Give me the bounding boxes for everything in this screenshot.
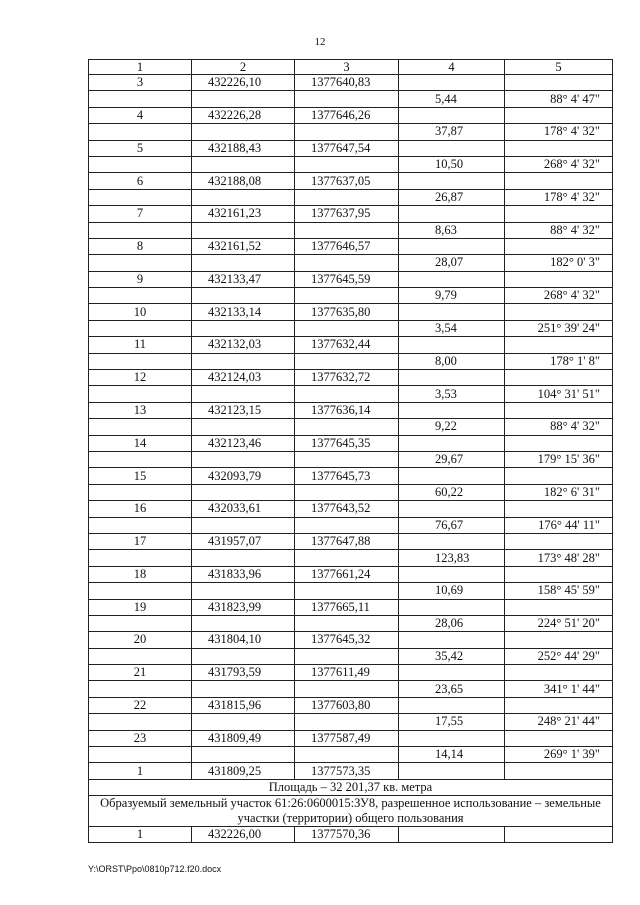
table-row	[89, 91, 613, 107]
table-row	[89, 648, 613, 664]
table-cell	[505, 140, 613, 156]
table-row	[89, 222, 613, 238]
table-cell	[399, 402, 505, 418]
table-cell: 88° 4' 47"	[505, 91, 613, 107]
table-cell: 20	[89, 632, 192, 648]
table-cell: 1377632,72	[295, 370, 399, 386]
table-cell	[89, 353, 192, 369]
table-cell	[192, 747, 295, 763]
table-cell	[89, 386, 192, 402]
table-cell: 432133,14	[192, 304, 295, 320]
table-row	[89, 681, 613, 697]
table-row	[89, 826, 613, 842]
table-cell	[295, 189, 399, 205]
table-cell: 178° 4' 32"	[505, 189, 613, 205]
table-cell	[399, 75, 505, 91]
table-cell: 1377647,54	[295, 140, 399, 156]
table-cell	[192, 484, 295, 500]
table-row	[89, 320, 613, 336]
table-cell: 432226,28	[192, 107, 295, 123]
table-cell	[192, 419, 295, 435]
table-row	[89, 763, 613, 779]
table-row	[89, 566, 613, 582]
table-row	[89, 615, 613, 631]
table-row	[89, 632, 613, 648]
table-cell	[295, 484, 399, 500]
table-cell: 16	[89, 501, 192, 517]
table-cell: 268° 4' 32"	[505, 156, 613, 172]
table-cell	[295, 320, 399, 336]
table-cell: 35,42	[399, 648, 505, 664]
table-cell	[505, 632, 613, 648]
table-cell	[399, 304, 505, 320]
table-cell	[89, 451, 192, 467]
table-cell	[192, 583, 295, 599]
table-row	[89, 271, 613, 287]
table-cell: 23	[89, 730, 192, 746]
table-cell	[192, 288, 295, 304]
table-cell: 158° 45' 59"	[505, 583, 613, 599]
table-cell	[295, 747, 399, 763]
table-cell: 178° 4' 32"	[505, 124, 613, 140]
table-row	[89, 140, 613, 156]
table-cell	[505, 501, 613, 517]
header-cell: 4	[399, 60, 505, 75]
table-cell	[505, 402, 613, 418]
table-cell: 1377632,44	[295, 337, 399, 353]
table-row	[89, 501, 613, 517]
table-cell	[399, 566, 505, 582]
table-cell	[295, 714, 399, 730]
table-cell: 1377637,95	[295, 206, 399, 222]
table-row	[89, 288, 613, 304]
table-cell: 26,87	[399, 189, 505, 205]
table-row	[89, 189, 613, 205]
table-cell: 431823,99	[192, 599, 295, 615]
table-cell: 251° 39' 24"	[505, 320, 613, 336]
table-cell: 60,22	[399, 484, 505, 500]
table-cell: 8	[89, 238, 192, 254]
table-cell: 1377665,11	[295, 599, 399, 615]
table-cell	[192, 156, 295, 172]
page-number: 12	[314, 36, 326, 48]
table-cell	[89, 714, 192, 730]
table-cell	[295, 550, 399, 566]
table-cell	[399, 107, 505, 123]
table-cell: 14,14	[399, 747, 505, 763]
table-cell	[89, 648, 192, 664]
table-cell	[399, 435, 505, 451]
table-cell	[295, 517, 399, 533]
table-cell	[192, 451, 295, 467]
table-cell: 15	[89, 468, 192, 484]
table-cell	[89, 484, 192, 500]
header-cell: 1	[89, 60, 192, 75]
table-cell	[295, 583, 399, 599]
table-cell: 1377645,35	[295, 435, 399, 451]
table-cell	[295, 353, 399, 369]
table-cell	[89, 747, 192, 763]
table-cell: 432161,23	[192, 206, 295, 222]
table-cell	[399, 206, 505, 222]
parcel-description: Образуемый земельный участок 61:26:0600015:ЗУ8, разрешенное использование – земельные участки (территории) общего пользования	[89, 795, 613, 826]
table-cell	[505, 238, 613, 254]
table-row	[89, 484, 613, 500]
table-row	[89, 451, 613, 467]
table-row	[89, 206, 613, 222]
table-cell: 432123,15	[192, 402, 295, 418]
table-cell: 76,67	[399, 517, 505, 533]
table-cell: 28,07	[399, 255, 505, 271]
table-row	[89, 517, 613, 533]
table-cell	[192, 189, 295, 205]
table-cell: 17	[89, 533, 192, 549]
table-cell: 18	[89, 566, 192, 582]
table-row	[89, 550, 613, 566]
table-cell	[192, 615, 295, 631]
table-cell: 8,00	[399, 353, 505, 369]
table-cell: 248° 21' 44"	[505, 714, 613, 730]
table-cell: 1377635,80	[295, 304, 399, 320]
table-cell: 104° 31' 51"	[505, 386, 613, 402]
table-cell: 432161,52	[192, 238, 295, 254]
table-cell	[295, 222, 399, 238]
table-cell	[295, 386, 399, 402]
table-cell: 432033,61	[192, 501, 295, 517]
table-cell	[505, 75, 613, 91]
table-cell: 176° 44' 11"	[505, 517, 613, 533]
table-cell: 341° 1' 44"	[505, 681, 613, 697]
table-cell: 5	[89, 140, 192, 156]
table-cell: 22	[89, 697, 192, 713]
table-cell	[399, 271, 505, 287]
table-cell	[192, 386, 295, 402]
table-cell: 21	[89, 665, 192, 681]
table-cell: 224° 51' 20"	[505, 615, 613, 631]
table-cell: 1377573,35	[295, 763, 399, 779]
table-cell: 37,87	[399, 124, 505, 140]
table-row	[89, 747, 613, 763]
table-cell	[399, 599, 505, 615]
table-cell: 1377646,57	[295, 238, 399, 254]
table-cell	[89, 320, 192, 336]
table-cell	[399, 370, 505, 386]
table-row	[89, 402, 613, 418]
table-cell: 1377637,05	[295, 173, 399, 189]
table-row	[89, 337, 613, 353]
table-cell	[505, 665, 613, 681]
table-cell	[192, 320, 295, 336]
table-cell: 9,79	[399, 288, 505, 304]
table-cell: 432093,79	[192, 468, 295, 484]
table-cell: 12	[89, 370, 192, 386]
table-cell	[505, 599, 613, 615]
table-cell	[399, 697, 505, 713]
table-cell	[505, 468, 613, 484]
table-row	[89, 533, 613, 549]
table-cell: 29,67	[399, 451, 505, 467]
table-cell: 3,54	[399, 320, 505, 336]
table-cell	[399, 763, 505, 779]
table-cell: 6	[89, 173, 192, 189]
table-cell: 28,06	[399, 615, 505, 631]
table-row	[89, 468, 613, 484]
table-cell: 9,22	[399, 419, 505, 435]
table-cell: 431809,25	[192, 763, 295, 779]
table-cell: 23,65	[399, 681, 505, 697]
table-cell	[89, 517, 192, 533]
table-cell	[399, 238, 505, 254]
table-cell	[192, 91, 295, 107]
table-cell: 10,69	[399, 583, 505, 599]
table-cell: 1377611,49	[295, 665, 399, 681]
table-cell: 431804,10	[192, 632, 295, 648]
table-cell: 1377661,24	[295, 566, 399, 582]
table-row	[89, 583, 613, 599]
table-cell	[89, 189, 192, 205]
table-cell	[399, 632, 505, 648]
table-cell	[399, 826, 505, 842]
table-cell	[295, 681, 399, 697]
area-summary: Площадь – 32 201,37 кв. метра	[89, 779, 613, 795]
table-cell: 13	[89, 402, 192, 418]
table-cell	[89, 124, 192, 140]
table-cell: 268° 4' 32"	[505, 288, 613, 304]
table-row	[89, 419, 613, 435]
table-cell: 10,50	[399, 156, 505, 172]
table-cell: 432124,03	[192, 370, 295, 386]
table-cell: 432132,03	[192, 337, 295, 353]
table-cell	[399, 337, 505, 353]
table-cell	[89, 156, 192, 172]
table-cell	[505, 826, 613, 842]
table-cell: 182° 6' 31"	[505, 484, 613, 500]
table-row	[89, 173, 613, 189]
table-cell: 123,83	[399, 550, 505, 566]
table-cell	[89, 91, 192, 107]
table-cell: 1377645,59	[295, 271, 399, 287]
table-cell: 11	[89, 337, 192, 353]
table-row	[89, 238, 613, 254]
table-cell	[295, 288, 399, 304]
table-cell	[192, 255, 295, 271]
table-cell: 269° 1' 39"	[505, 747, 613, 763]
table-row	[89, 304, 613, 320]
table-cell	[399, 501, 505, 517]
table-cell: 7	[89, 206, 192, 222]
table-cell: 4	[89, 107, 192, 123]
table-cell: 1377645,32	[295, 632, 399, 648]
table-cell	[192, 714, 295, 730]
table-cell	[399, 468, 505, 484]
table-cell	[505, 435, 613, 451]
table-cell: 8,63	[399, 222, 505, 238]
area-summary-row	[89, 779, 613, 795]
table-cell	[89, 615, 192, 631]
table-cell	[505, 107, 613, 123]
table-cell	[89, 419, 192, 435]
header-cell: 3	[295, 60, 399, 75]
table-cell: 432188,08	[192, 173, 295, 189]
table-cell	[192, 222, 295, 238]
table-row	[89, 665, 613, 681]
table-cell	[295, 124, 399, 140]
table-cell: 1377570,36	[295, 826, 399, 842]
table-cell: 178° 1' 8"	[505, 353, 613, 369]
table-cell	[89, 583, 192, 599]
parcel-description-row	[89, 795, 613, 826]
table-cell: 431833,96	[192, 566, 295, 582]
table-header-row	[89, 60, 613, 75]
table-cell: 431809,49	[192, 730, 295, 746]
table-cell: 1	[89, 763, 192, 779]
table-cell: 1377643,52	[295, 501, 399, 517]
table-row	[89, 353, 613, 369]
table-row	[89, 714, 613, 730]
table-cell: 173° 48' 28"	[505, 550, 613, 566]
table-cell	[505, 533, 613, 549]
table-row	[89, 156, 613, 172]
table-cell	[192, 517, 295, 533]
table-row	[89, 386, 613, 402]
table-cell: 1377603,80	[295, 697, 399, 713]
table-cell: 431815,96	[192, 697, 295, 713]
table-cell	[192, 124, 295, 140]
table-cell: 432188,43	[192, 140, 295, 156]
table-cell: 1377587,49	[295, 730, 399, 746]
table-row	[89, 124, 613, 140]
table-row	[89, 599, 613, 615]
table-cell	[89, 550, 192, 566]
table-cell	[399, 730, 505, 746]
table-cell	[505, 730, 613, 746]
table-cell: 432133,47	[192, 271, 295, 287]
table-cell	[505, 271, 613, 287]
coordinates-table	[88, 59, 613, 843]
table-cell: 9	[89, 271, 192, 287]
header-cell: 5	[505, 60, 613, 75]
table-row	[89, 697, 613, 713]
table-row	[89, 730, 613, 746]
table-cell	[295, 419, 399, 435]
table-cell	[295, 255, 399, 271]
table-cell: 5,44	[399, 91, 505, 107]
table-cell	[505, 337, 613, 353]
table-cell	[192, 648, 295, 664]
table-cell	[295, 648, 399, 664]
table-cell	[505, 370, 613, 386]
table-cell: 88° 4' 32"	[505, 222, 613, 238]
table-cell: 431957,07	[192, 533, 295, 549]
table-cell: 1	[89, 826, 192, 842]
table-cell: 3	[89, 75, 192, 91]
table-cell	[295, 91, 399, 107]
table-cell	[399, 533, 505, 549]
table-cell: 1377640,83	[295, 75, 399, 91]
table-cell	[89, 288, 192, 304]
table-cell	[89, 255, 192, 271]
table-cell	[295, 615, 399, 631]
table-cell: 431793,59	[192, 665, 295, 681]
table-row	[89, 435, 613, 451]
table-cell: 252° 44' 29"	[505, 648, 613, 664]
table-cell: 14	[89, 435, 192, 451]
table-cell	[505, 697, 613, 713]
table-cell: 432226,00	[192, 826, 295, 842]
table-row	[89, 107, 613, 123]
table-cell	[295, 451, 399, 467]
table-cell	[505, 304, 613, 320]
table-cell: 179° 15' 36"	[505, 451, 613, 467]
table-cell	[192, 681, 295, 697]
table-cell: 1377645,73	[295, 468, 399, 484]
table-cell	[192, 353, 295, 369]
table-cell: 17,55	[399, 714, 505, 730]
table-cell: 10	[89, 304, 192, 320]
table-cell: 3,53	[399, 386, 505, 402]
table-cell: 1377647,88	[295, 533, 399, 549]
table-cell	[505, 173, 613, 189]
table-cell	[505, 763, 613, 779]
table-row	[89, 370, 613, 386]
table-cell: 19	[89, 599, 192, 615]
table-row	[89, 75, 613, 91]
file-path-footer: Y:\ORST\Ppo\0810p712.f20.docx	[88, 864, 222, 874]
table-cell	[399, 665, 505, 681]
table-cell	[89, 222, 192, 238]
table-cell: 1377646,26	[295, 107, 399, 123]
table-cell	[399, 173, 505, 189]
table-cell: 182° 0' 3"	[505, 255, 613, 271]
header-cell: 2	[192, 60, 295, 75]
table-cell: 1377636,14	[295, 402, 399, 418]
table-cell: 88° 4' 32"	[505, 419, 613, 435]
table-cell	[89, 681, 192, 697]
table-cell	[295, 156, 399, 172]
table-cell	[399, 140, 505, 156]
table-cell	[505, 206, 613, 222]
table-cell	[192, 550, 295, 566]
table-cell	[505, 566, 613, 582]
table-cell: 432123,46	[192, 435, 295, 451]
table-cell: 432226,10	[192, 75, 295, 91]
table-row	[89, 255, 613, 271]
